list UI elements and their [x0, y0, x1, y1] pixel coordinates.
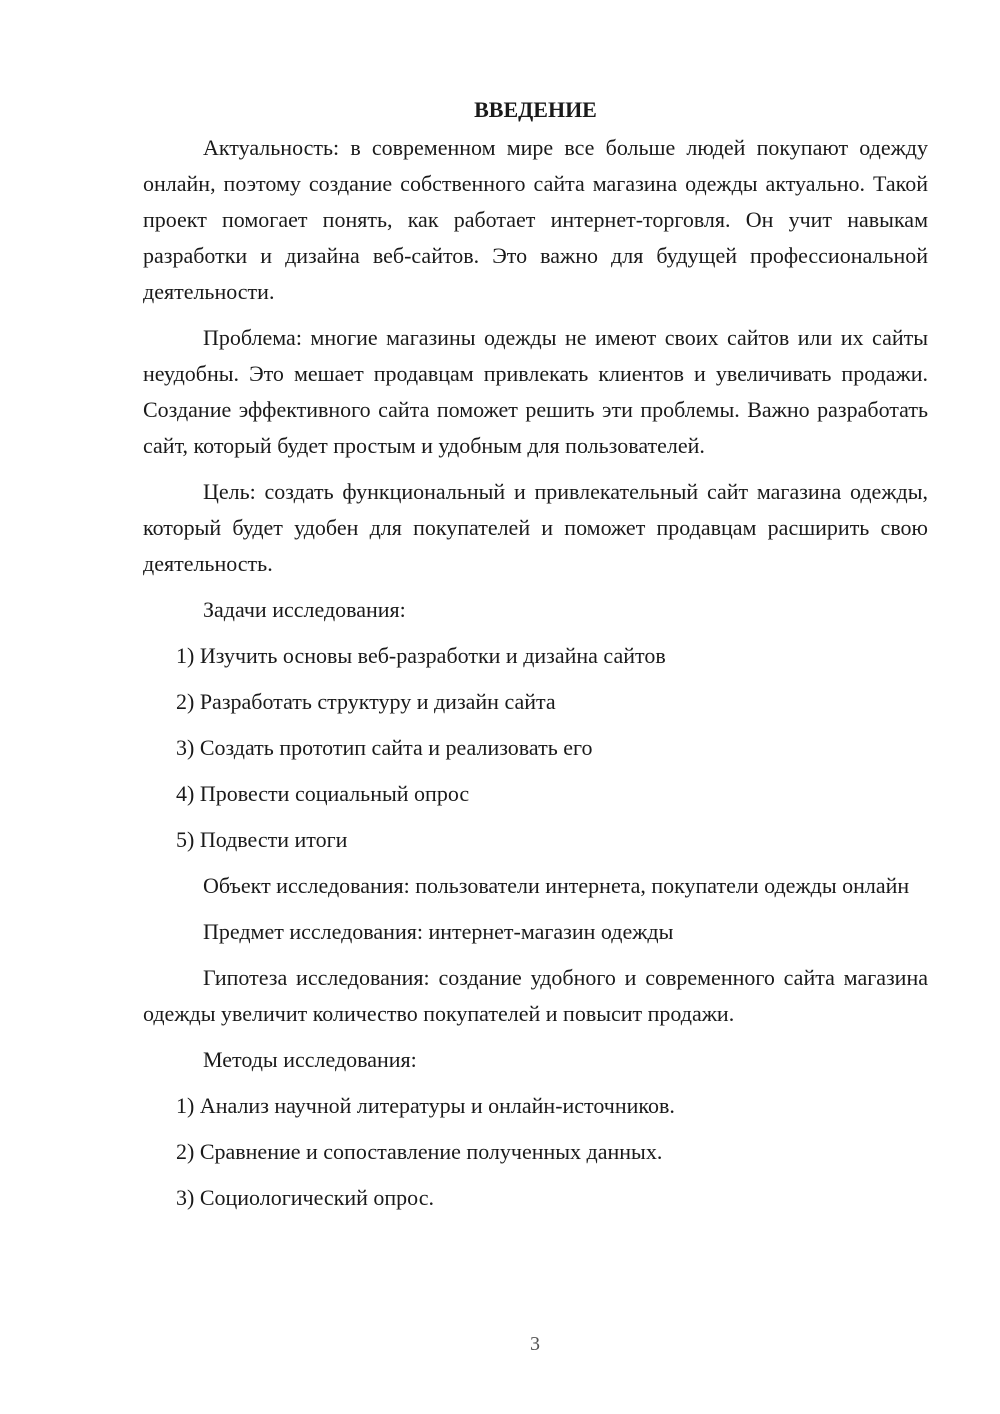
paragraph-relevance: Актуальность: в современном мире все больше людей покупают одежду онлайн, поэтому создание собственного сайта магазина одежды актуально. Такой проект помогает понять, как работает интернет-торговля. Он учит навыкам разработки и дизайна веб-сайтов. Это важно для будущей профессиональной деятельности.	[143, 135, 928, 304]
page-number: 3	[530, 1333, 540, 1355]
paragraph-hypothesis: Гипотеза исследования: создание удобного и современного сайта магазина одежды увеличит количество покупателей и повысит продажи.	[143, 965, 928, 1026]
list-item: 1) Анализ научной литературы и онлайн-источников.	[176, 1093, 675, 1118]
list-item: 2) Сравнение и сопоставление полученных данных.	[176, 1139, 663, 1164]
section-title: ВВЕДЕНИЕ	[474, 97, 597, 122]
list-item: 1) Изучить основы веб-разработки и дизайна сайтов	[176, 643, 666, 668]
paragraph-object: Объект исследования: пользователи интернета, покупатели одежды онлайн	[203, 873, 910, 898]
list-item: 3) Создать прототип сайта и реализовать его	[176, 735, 593, 760]
list-item: 2) Разработать структуру и дизайн сайта	[176, 689, 556, 714]
list-item: 3) Социологический опрос.	[176, 1185, 434, 1210]
paragraph-goal: Цель: создать функциональный и привлекательный сайт магазина одежды, который будет удобен для покупателей и поможет продавцам расширить свою деятельность.	[143, 479, 928, 576]
methods-list	[143, 1088, 928, 1216]
methods-heading: Методы исследования:	[203, 1047, 417, 1072]
paragraph-problem: Проблема: многие магазины одежды не имеют своих сайтов или их сайты неудобны. Это мешает продавцам привлекать клиентов и увеличивать продажи. Создание эффективного сайта поможет решить эти проблемы. Важно разработать сайт, который будет простым и удобным для пользователей.	[143, 325, 928, 458]
document-page	[143, 92, 928, 1226]
list-item: 5) Подвести итоги	[176, 827, 348, 852]
tasks-list	[143, 638, 928, 858]
list-item: 4) Провести социальный опрос	[176, 781, 470, 806]
paragraph-subject: Предмет исследования: интернет-магазин одежды	[203, 919, 674, 944]
tasks-heading: Задачи исследования:	[203, 597, 406, 622]
